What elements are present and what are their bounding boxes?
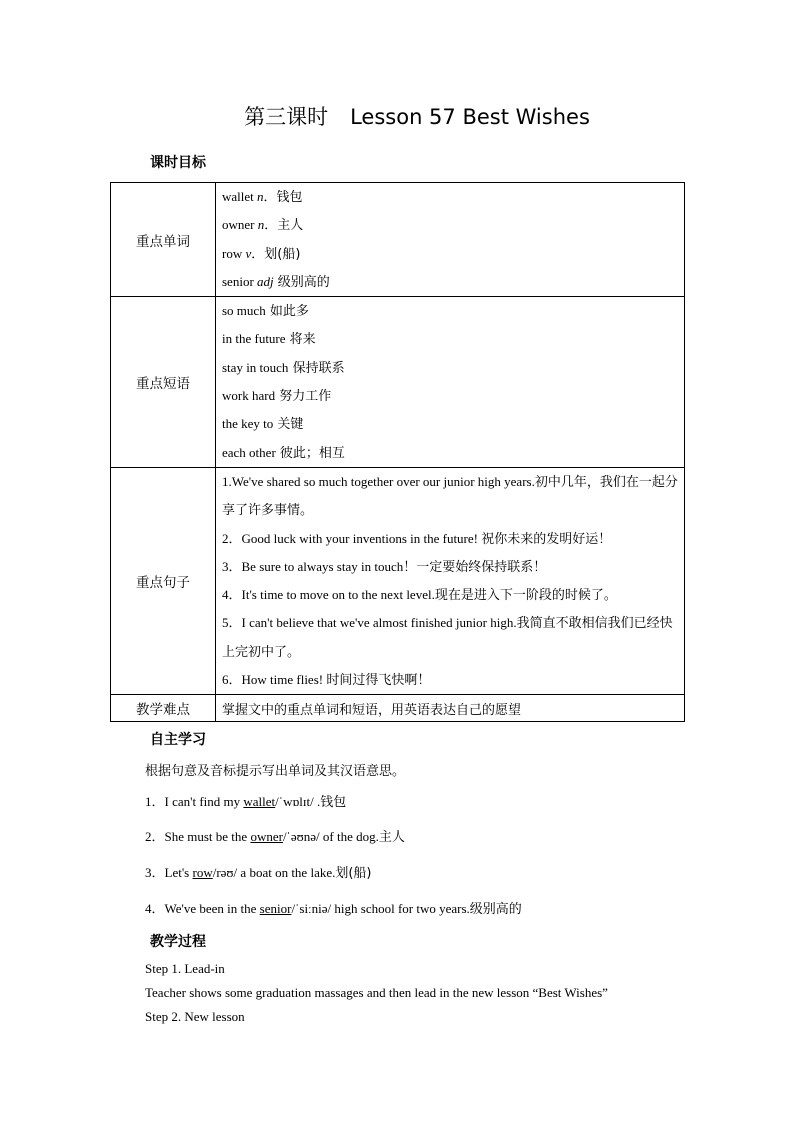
list-item: so much 如此多 [222,303,309,320]
exercise-item: 2．She must be the owner/ˈəʊnə/ of the dog.主人 [145,829,405,845]
list-item: each other 彼此；相互 [222,444,345,461]
difficulty-label: 教学难点 [111,695,216,722]
section-heading-process: 教学过程 [150,934,206,950]
difficulty-text: 掌握文中的重点单词和短语，用英语表达自己的愿望 [216,695,685,722]
self-study-instruction: 根据句意及音标提示写出单词及其汉语意思。 [145,764,406,779]
answer-word: owner [250,829,283,844]
list-item: 4．It's time to move on to the next level.现在是进入下一阶段的时候了。 [222,587,617,604]
table-row [111,297,685,468]
sentences-label: 重点句子 [111,467,216,694]
table-row [111,467,685,694]
section-heading-self-study: 自主学习 [150,732,206,748]
list-item: wallet n．钱包 [222,189,303,205]
title-cn: 第三课时 [244,105,329,129]
exercise-item: 3．Let's row/rəʊ/ a boat on the lake.划(船) [145,865,372,881]
title-en: Lesson 57 Best Wishes [350,105,590,129]
list-item: senior adj 级别高的 [222,273,330,290]
answer-word: senior [259,901,292,916]
answer-word: row [192,865,213,880]
list-item: the key to 关键 [222,416,304,433]
list-item: 2．Good luck with your inventions in the future! 祝你未来的发明好运！ [222,530,612,547]
exercise-item: 1．I can't find my wallet/ˈwɒlɪt/ .钱包 [145,794,347,810]
words-label: 重点单词 [111,183,216,297]
list-item: in the future 将来 [222,331,316,348]
words-cell [216,183,685,297]
step-1-heading: Step 1. Lead-in [145,961,225,976]
list-item: 1.We've shared so much together over our junior high years.初中几年，我们在一起分享了许多事情。 [222,473,678,519]
list-item: owner n．主人 [222,217,304,234]
lesson-goals-table [110,182,685,722]
list-item: work hard 努力工作 [222,388,332,405]
answer-word: wallet [243,794,276,809]
page-title [0,101,794,131]
list-item: 3．Be sure to always stay in touch！一定要始终保持联系！ [222,558,547,575]
section-heading-goals: 课时目标 [150,155,206,171]
list-item: row v．划(船) [222,245,301,262]
step-2-heading: Step 2. New lesson [145,1009,245,1024]
phrases-cell [216,297,685,468]
exercise-item: 4．We've been in the senior/ˈsiːniə/ high school for two years.级别高的 [145,901,522,917]
step-1-text: Teacher shows some graduation massages and then lead in the new lesson “Best Wishes” [145,985,608,1000]
sentences-cell [216,467,685,694]
table-row [111,695,685,722]
list-item: stay in touch 保持联系 [222,359,345,376]
list-item: 5．I can't believe that we've almost finished junior high.我简直不敢相信我们已经快上完初中了。 [222,615,673,660]
list-item: 6．How time flies! 时间过得飞快啊！ [222,672,431,689]
phrases-label: 重点短语 [111,297,216,468]
table-row [111,183,685,297]
